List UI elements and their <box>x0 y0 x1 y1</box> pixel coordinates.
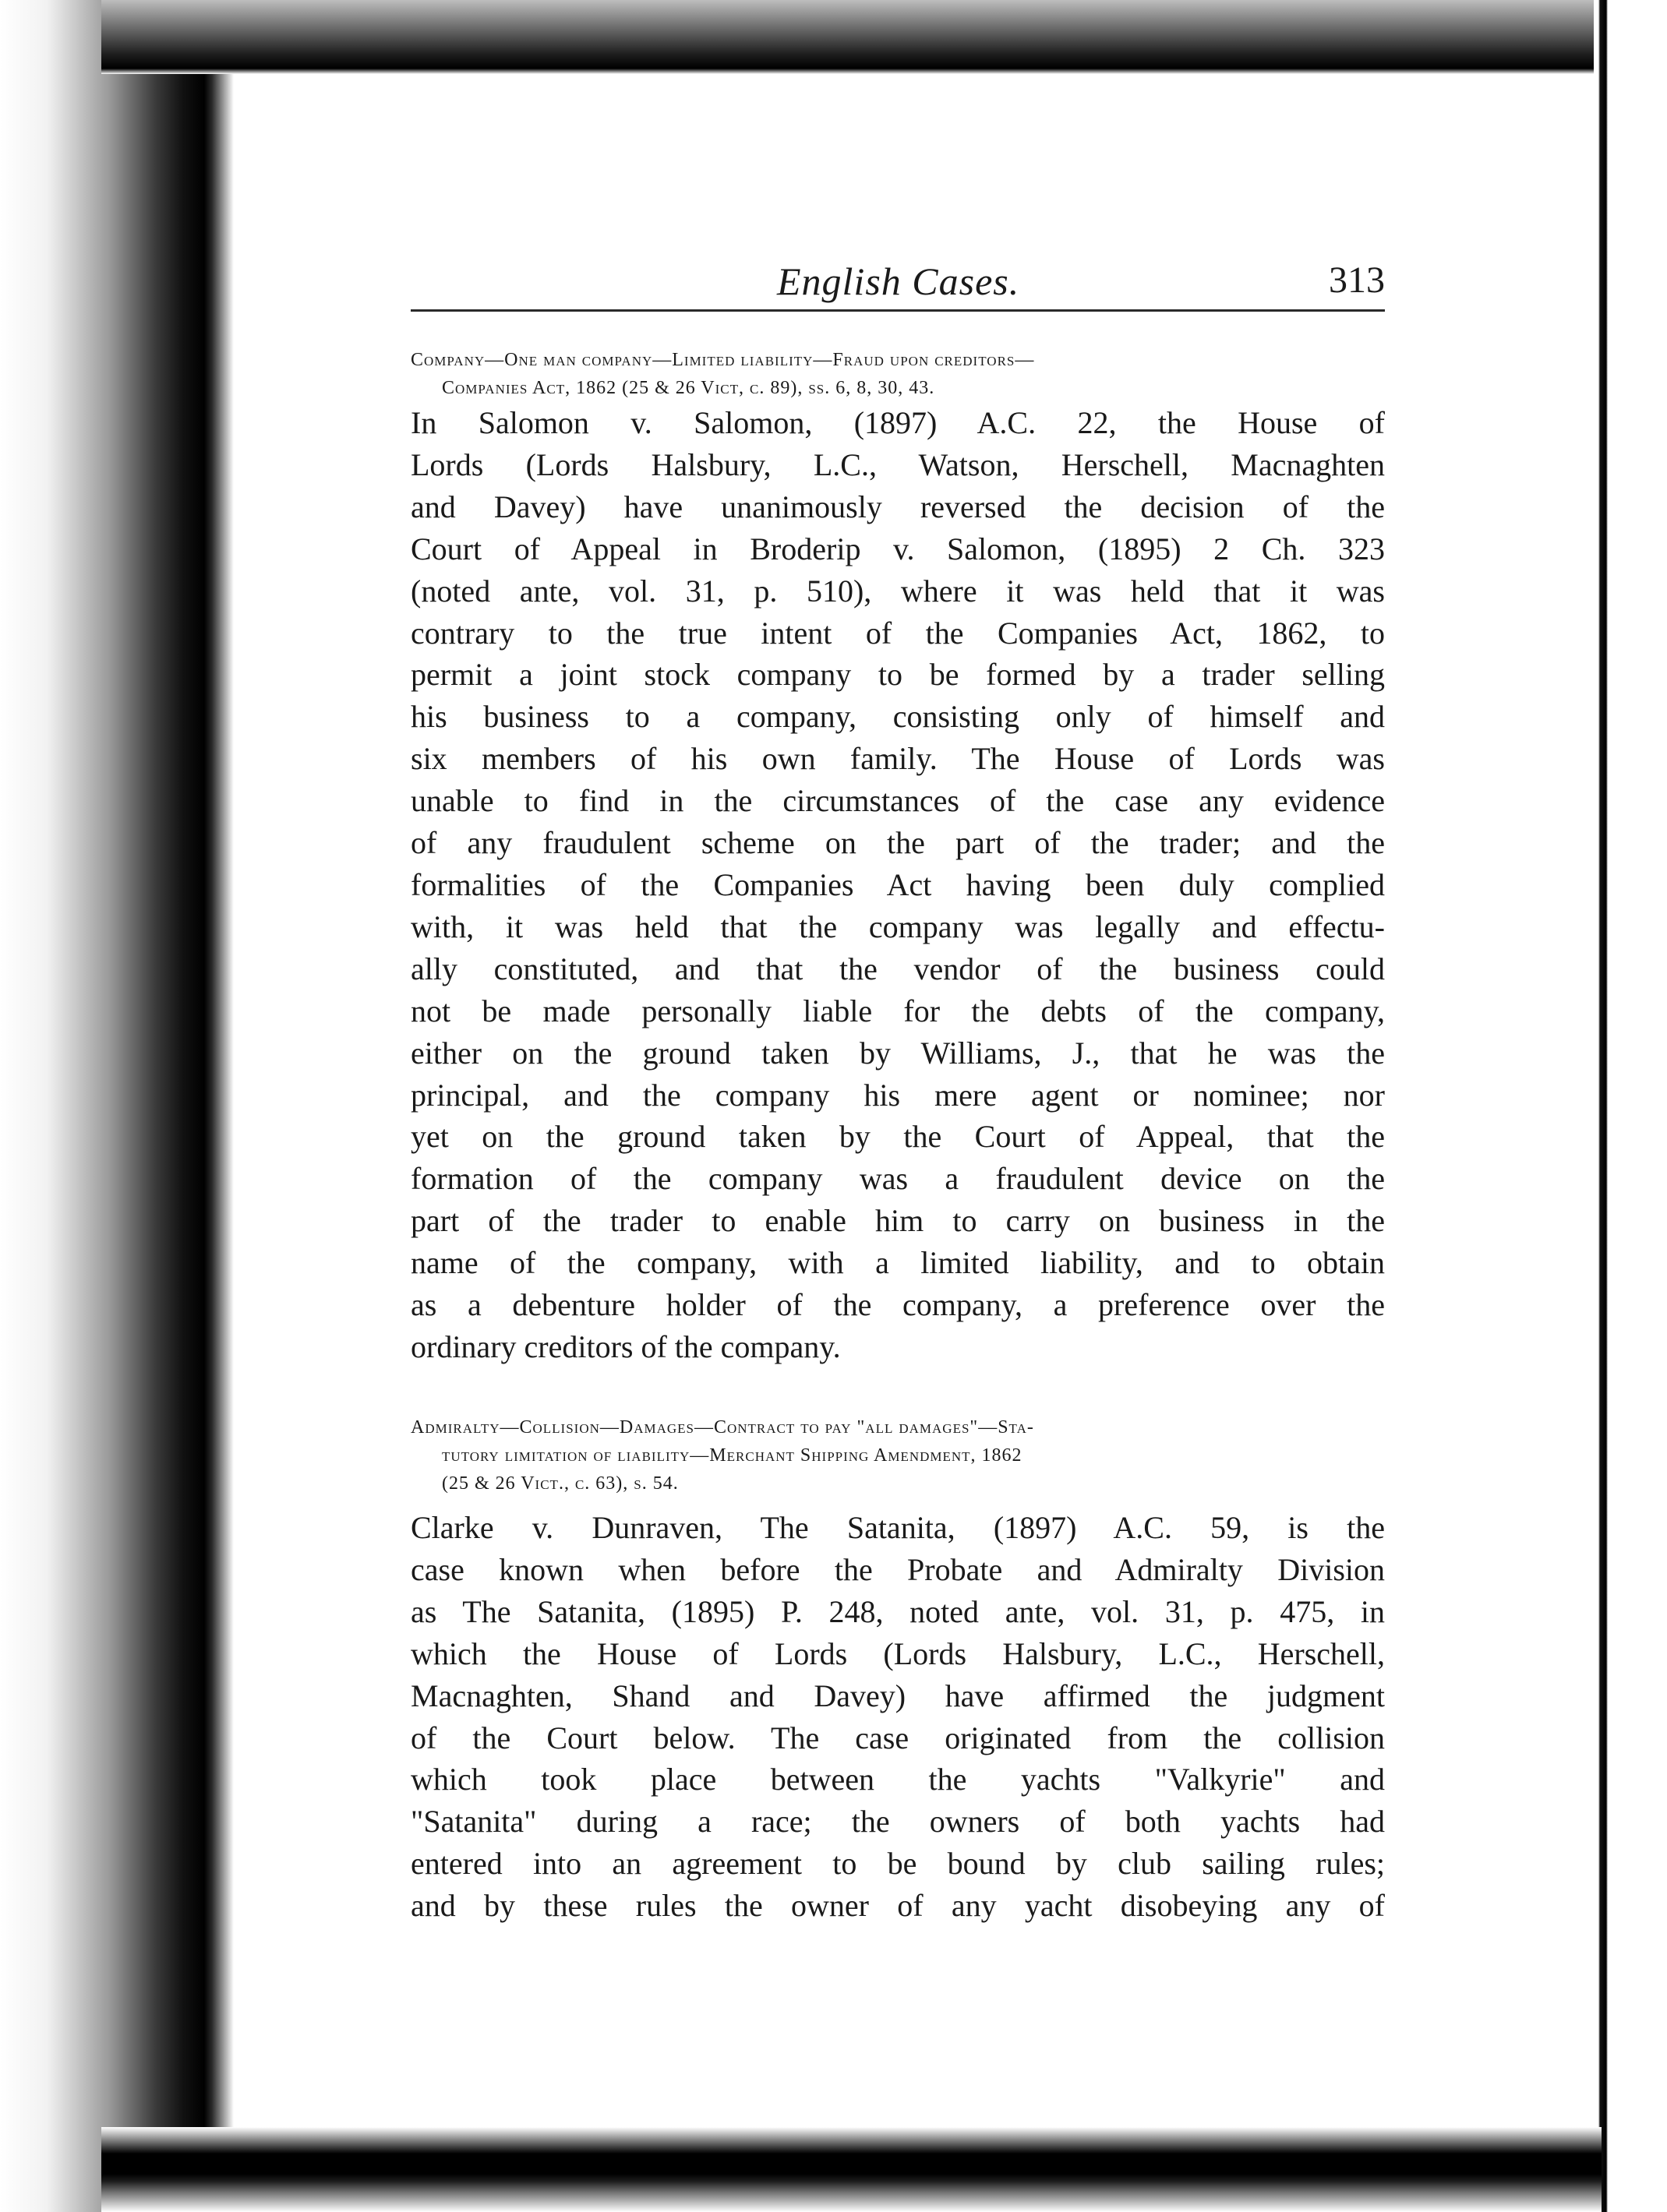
text-line: ordinary creditors of the company. <box>411 1328 841 1364</box>
running-title: English Cases. <box>777 259 1020 303</box>
text-line: Macnaghten, Shand and Davey) have affirmed the judgment <box>411 1678 1385 1713</box>
text-line: In Salomon v. Salomon, (1897) A.C. 22, the House of <box>411 405 1385 440</box>
text-line: Clarke v. Dunraven, The Satanita, (1897) A.C. 59, is the <box>411 1510 1385 1545</box>
text-line: six members of his own family. The House of Lords was <box>411 741 1385 777</box>
text-line: of the Court below. The case originated from the collision <box>411 1720 1385 1755</box>
heading-line: tutory limitation of liability—Merchant Shipping Amendment, 1862 <box>442 1445 1022 1466</box>
text-line: with, it was held that the company was legally and effectu- <box>411 908 1385 944</box>
heading-line: Companies Act, 1862 (25 & 26 Vict, c. 89), ss. 6, 8, 30, 43. <box>442 378 935 398</box>
page-number: 313 <box>1329 259 1385 301</box>
text-line: of any fraudulent scheme on the part of the trader; and the <box>411 825 1385 861</box>
case-paragraph-1 <box>411 402 1385 1368</box>
header-rule <box>411 309 1385 312</box>
text-line: contrary to the true intent of the Companies Act, 1862, to <box>411 615 1385 651</box>
text-line: Lords (Lords Halsbury, L.C., Watson, Herschell, Macnaghten <box>411 446 1385 482</box>
text-line: principal, and the company his mere agent or nominee; nor <box>411 1077 1385 1113</box>
text-line: case known when before the Probate and Admiralty Division <box>411 1551 1385 1587</box>
scan-edge-right <box>1594 0 1667 2212</box>
scan-shadow-left <box>0 0 234 2212</box>
heading-line: (25 & 26 Vict., c. 63), s. 54. <box>442 1473 679 1494</box>
text-line: name of the company, with a limited liability, and to obtain <box>411 1245 1385 1281</box>
scan-shadow-top <box>101 0 1602 74</box>
text-line: which the House of Lords (Lords Halsbury, L.C., Herschell, <box>411 1635 1385 1671</box>
text-line: Court of Appeal in Broderip v. Salomon, (1895) 2 Ch. 323 <box>411 531 1385 566</box>
text-line: part of the trader to enable him to carry on business in the <box>411 1203 1385 1239</box>
case-paragraph-2 <box>411 1507 1385 1927</box>
page-header <box>411 259 1385 321</box>
text-line: as The Satanita, (1895) P. 248, noted ante, vol. 31, p. 475, in <box>411 1593 1385 1629</box>
heading-line: Company—One man company—Limited liability—Fraud upon creditors— <box>411 350 1035 370</box>
text-line: and Davey) have unanimously reversed the decision of the <box>411 489 1385 524</box>
text-line: "Satanita" during a race; the owners of both yachts had <box>411 1804 1385 1840</box>
text-line: entered into an agreement to be bound by club sailing rules; <box>411 1846 1385 1882</box>
text-line: either on the ground taken by Williams, J., that he was the <box>411 1035 1385 1071</box>
case-heading-1 <box>411 346 1385 402</box>
text-line: formalities of the Companies Act having been duly complied <box>411 866 1385 902</box>
text-line: ally constituted, and that the vendor of the business could <box>411 951 1385 986</box>
heading-line: Admiralty—Collision—Damages—Contract to pay "all damages"—Sta- <box>411 1417 1034 1438</box>
text-line: yet on the ground taken by the Court of Appeal, that the <box>411 1119 1385 1155</box>
text-line: formation of the company was a fraudulent device on the <box>411 1161 1385 1197</box>
text-line: and by these rules the owner of any yacht disobeying any of <box>411 1888 1385 1924</box>
text-line: not be made personally liable for the debts of the company, <box>411 993 1385 1028</box>
text-line: (noted ante, vol. 31, p. 510), where it was held that it was <box>411 573 1385 609</box>
text-line: permit a joint stock company to be formed by a trader selling <box>411 657 1385 693</box>
text-line: unable to find in the circumstances of the case any evidence <box>411 783 1385 819</box>
case-heading-2 <box>411 1413 1385 1498</box>
text-line: his business to a company, consisting only of himself and <box>411 699 1385 735</box>
scan-shadow-bottom <box>101 2127 1602 2212</box>
text-line: which took place between the yachts "Valkyrie" and <box>411 1762 1385 1797</box>
text-line: as a debenture holder of the company, a preference over the <box>411 1287 1385 1323</box>
